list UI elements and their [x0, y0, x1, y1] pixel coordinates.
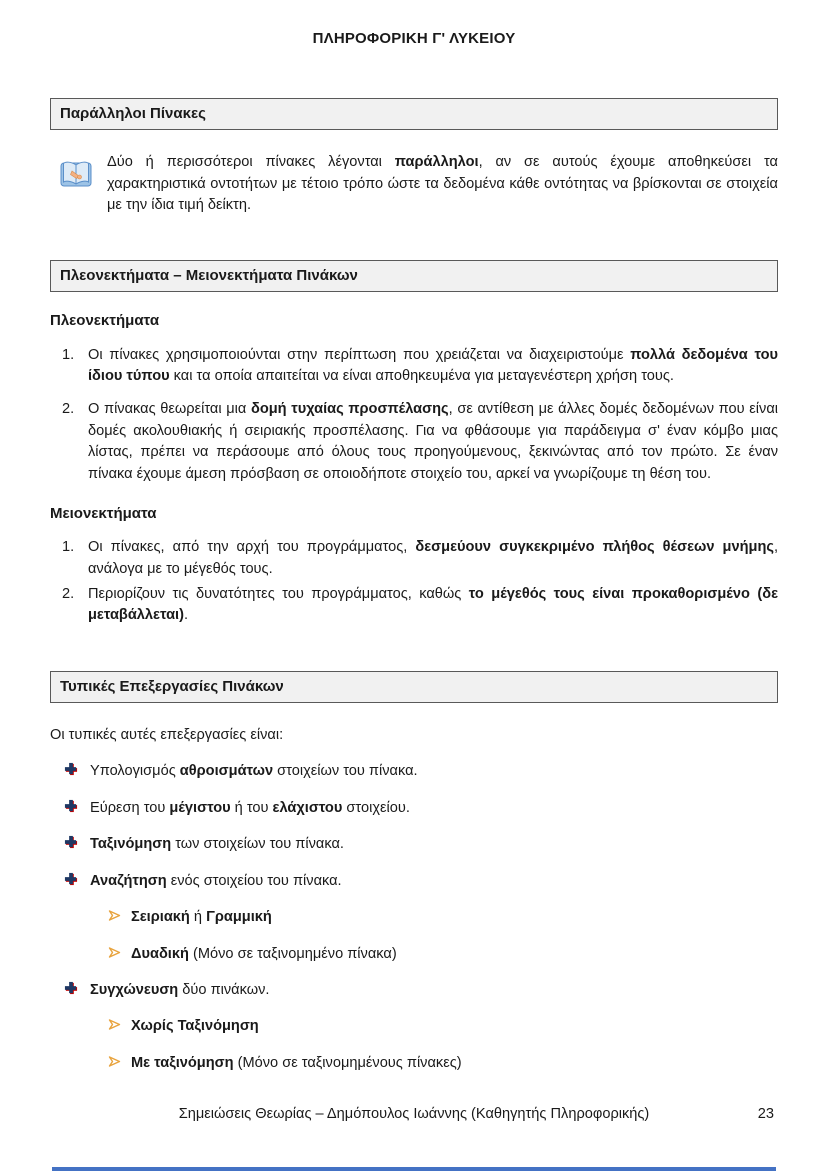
plus-bullet-icon — [64, 762, 78, 783]
advantage-text: Οι πίνακες χρησιμοποιούνται στην περίπτωση που χρειάζεται να διαχειριστούμε πολλά δεδομένα του ίδιου τύπου και τα οποία απαιτείται να είναι αποθηκευμένα για μεταγενέστερη χρήση τους. — [88, 346, 778, 384]
sub-bullet-item — [50, 1053, 778, 1074]
operations-intro: Οι τυπικές αυτές επεξεργασίες είναι: — [50, 726, 284, 743]
bullet-item — [50, 798, 778, 819]
page-number: 23 — [757, 1105, 774, 1122]
bullet-item — [50, 834, 778, 855]
section-title: Πλεονεκτήματα – Μειονεκτήματα Πινάκων — [60, 267, 358, 285]
bullet-text: Ταξινόμηση των στοιχείων του πίνακα. — [90, 836, 344, 853]
section-header-advantages-disadvantages — [50, 260, 778, 292]
sub-bullet-text: Σειριακή ή Γραμμική — [131, 909, 272, 926]
definition-paragraph: Δύο ή περισσότεροι πίνακες λέγονται παράλληλοι, αν σε αυτούς έχουμε αποθηκεύσει τα χαρακτηριστικά οντοτήτων με τέτοιο τρόπο ώστε τα δεδομένα κάθε οντότητας να βρίσκονται σε στοιχεία με την ίδια τιμή δείκτη. — [107, 154, 778, 213]
footer-text: Σημειώσεις Θεωρίας – Δημόπουλος Ιωάννης (Καθηγητής Πληροφορικής) — [178, 1105, 650, 1122]
section-title: Παράλληλοι Πίνακες — [60, 105, 206, 123]
bullet-item — [50, 871, 778, 892]
plus-bullet-icon — [64, 835, 78, 856]
sub-bullet-text: Χωρίς Ταξινόμηση — [131, 1018, 259, 1035]
disadvantages-heading: Μειονεκτήματα — [50, 505, 157, 523]
plus-bullet-icon — [64, 981, 78, 1002]
sub-bullet-item — [50, 1016, 778, 1037]
disadvantage-text: Οι πίνακες, από την αρχή του προγράμματος, δεσμεύουν συγκεκριμένο πλήθος θέσεων μνήμης, ανάλογα με το μέγεθός τους. — [88, 539, 779, 577]
arrow-bullet-icon — [108, 945, 121, 966]
bullet-item — [50, 980, 778, 1001]
list-number: 2. — [62, 401, 75, 418]
advantage-text: Ο πίνακας θεωρείται μια δομή τυχαίας προσπέλασης, σε αντίθεση με άλλες δομές δεδομένων που είναι δομές ακολουθιακής ή σειριακής προσπέλασης. Για να φθάσουμε για παράδειγμα σ' έναν κόμβο μιας λίστας, πρέπει να περάσουμε από όλους τους προηγούμενους, ξεκινώντας από τον πρώτο. Σε έναν πίνακα έχουμε άμεση πρόσβαση σε οποιοδήποτε στοιχείο του, αρκεί να γνωρίζουμε τη θέση του. — [88, 401, 778, 482]
bullet-item — [50, 761, 778, 782]
disadvantage-item — [50, 584, 778, 627]
bullet-text: Εύρεση του μέγιστου ή του ελάχιστου στοιχείου. — [90, 799, 410, 816]
book-icon — [56, 152, 96, 201]
definition-block — [50, 152, 778, 216]
bullet-text: Συγχώνευση δύο πινάκων. — [90, 982, 270, 999]
disadvantage-text: Περιορίζουν τις δυνατότητες του προγράμματος, καθώς το μέγεθός τους είναι προκαθορισμένο (δε μεταβάλλεται). — [88, 586, 778, 624]
page-footer — [50, 1104, 778, 1125]
list-number: 2. — [62, 586, 75, 603]
advantage-item — [50, 345, 778, 388]
sub-bullet-text: Με ταξινόμηση (Μόνο σε ταξινομημένους πίνακες) — [131, 1054, 462, 1071]
bullet-text: Υπολογισμός αθροισμάτων στοιχείων του πίνακα. — [90, 763, 418, 780]
section-header-typical-operations — [50, 671, 778, 703]
list-number: 1. — [62, 539, 75, 556]
plus-bullet-icon — [64, 872, 78, 893]
bottom-edge-bar — [52, 1167, 776, 1171]
advantages-heading: Πλεονεκτήματα — [50, 312, 160, 330]
arrow-bullet-icon — [108, 1017, 121, 1038]
arrow-bullet-icon — [108, 1054, 121, 1075]
plus-bullet-icon — [64, 799, 78, 820]
bullet-text: Αναζήτηση ενός στοιχείου του πίνακα. — [90, 872, 342, 889]
page-title: ΠΛΗΡΟΦΟΡΙΚΗ Γ' ΛΥΚΕΙΟΥ — [312, 30, 516, 47]
sub-bullet-text: Δυαδική (Μόνο σε ταξινομημένο πίνακα) — [131, 945, 397, 962]
advantage-item — [50, 399, 778, 485]
disadvantage-item — [50, 537, 778, 580]
sub-bullet-item — [50, 907, 778, 928]
list-number: 1. — [62, 346, 75, 363]
arrow-bullet-icon — [108, 908, 121, 929]
section-header-parallel-arrays — [50, 98, 778, 130]
section-title: Τυπικές Επεξεργασίες Πινάκων — [60, 677, 284, 695]
sub-bullet-item — [50, 944, 778, 965]
